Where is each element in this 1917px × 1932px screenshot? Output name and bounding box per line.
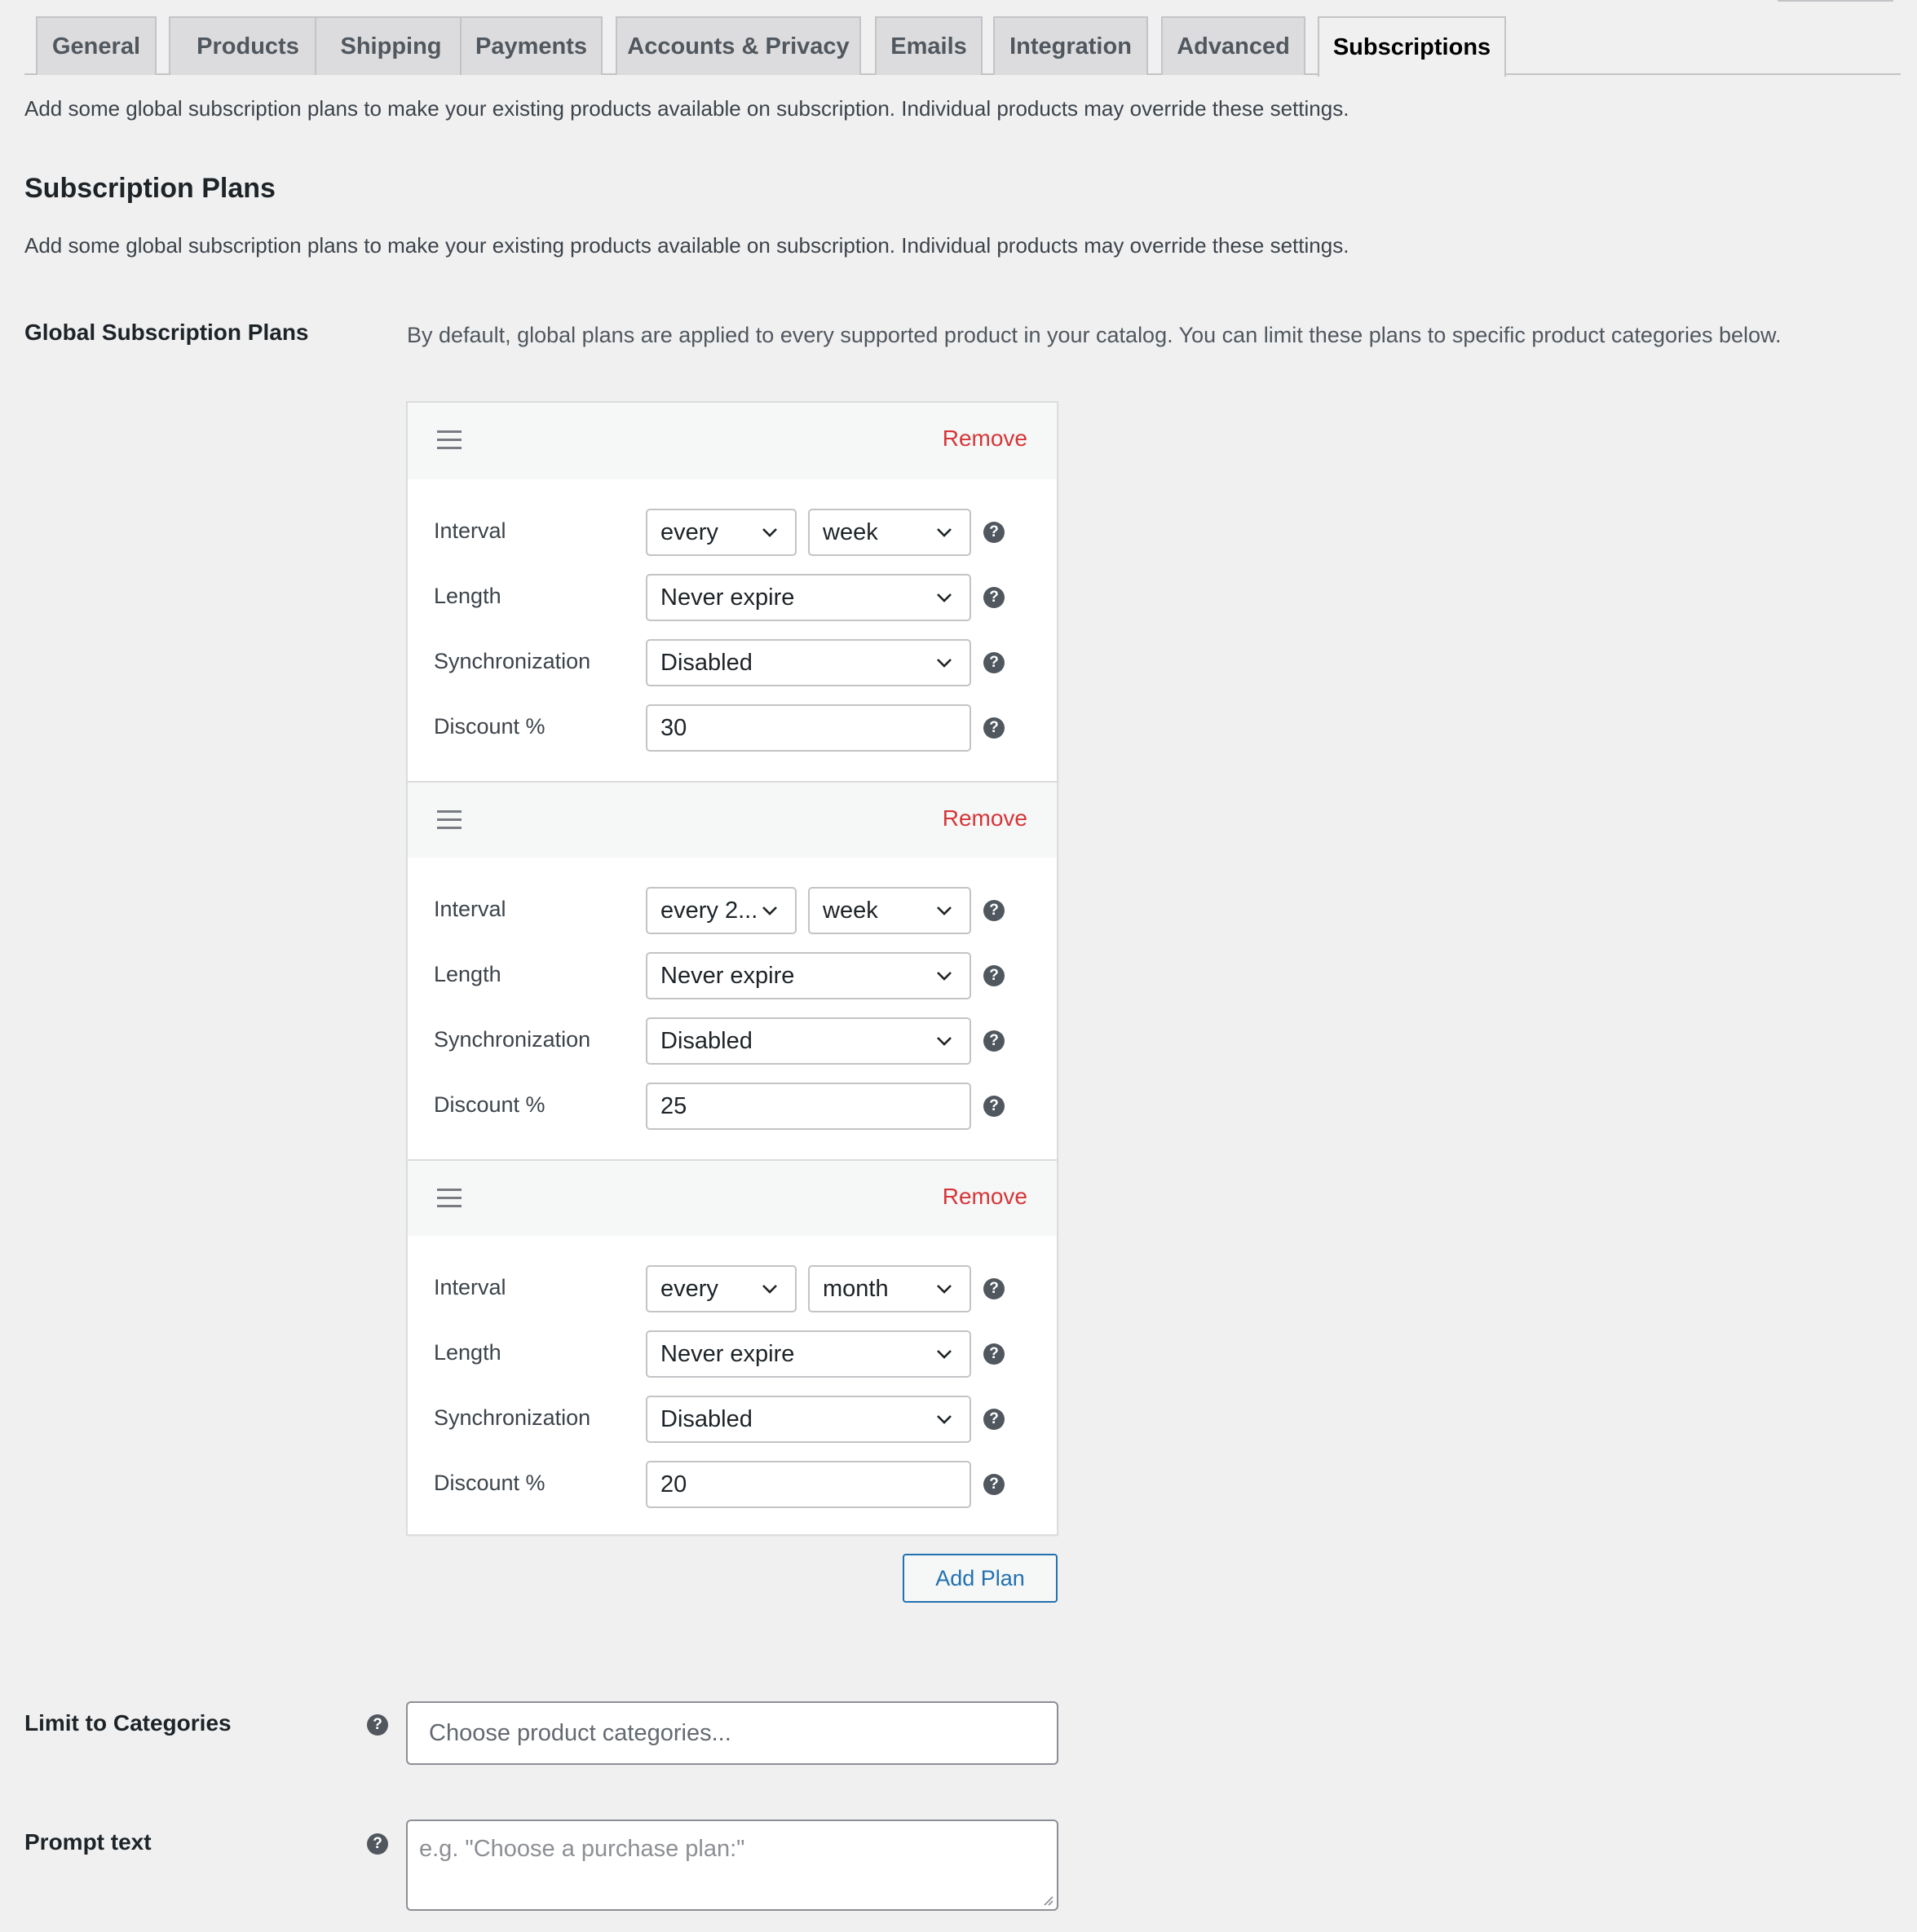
discount-label: Discount % (434, 1092, 546, 1117)
interval-period-value: week (823, 518, 878, 545)
help-icon[interactable]: ? (983, 900, 1005, 921)
prompt-text-textarea[interactable] (406, 1820, 1058, 1911)
resize-handle-icon[interactable] (1042, 1895, 1053, 1906)
interval-count-select[interactable] (646, 887, 797, 934)
help-icon[interactable]: ? (983, 965, 1005, 986)
interval-count-select[interactable] (646, 509, 797, 556)
synchronization-value: Disabled (660, 1027, 753, 1054)
synchronization-select[interactable] (646, 1017, 971, 1065)
discount-label: Discount % (434, 1471, 546, 1495)
remove-plan-link[interactable]: Remove (942, 426, 1027, 451)
tab-payments[interactable]: Payments (460, 16, 603, 75)
drag-handle-icon[interactable] (437, 1189, 462, 1208)
interval-count-value: every (660, 518, 718, 545)
tab-subscriptions[interactable]: Subscriptions (1318, 16, 1506, 77)
interval-period-select[interactable] (808, 887, 971, 934)
help-icon[interactable]: ? (983, 1343, 1005, 1365)
tab-emails[interactable]: Emails (875, 16, 983, 75)
help-icon[interactable]: ? (983, 652, 1005, 673)
synchronization-label: Synchronization (434, 1027, 591, 1052)
tab-shipping[interactable]: Shipping (315, 16, 467, 75)
length-value: Never expire (660, 1340, 795, 1367)
plans-list (406, 401, 1058, 1536)
chevron-down-icon (934, 1278, 955, 1299)
interval-label: Interval (434, 897, 506, 921)
plan-header (408, 1159, 1057, 1236)
chevron-down-icon (934, 1030, 955, 1052)
chevron-down-icon (934, 1409, 955, 1430)
drag-handle-icon[interactable] (437, 810, 462, 830)
length-value: Never expire (660, 962, 795, 989)
discount-label: Discount % (434, 714, 546, 739)
limit-categories-label: Limit to Categories (24, 1710, 232, 1736)
length-label: Length (434, 962, 501, 986)
remove-plan-link[interactable]: Remove (942, 805, 1027, 831)
length-select[interactable] (646, 574, 971, 621)
plan-header (408, 403, 1057, 479)
interval-count-value: every (660, 1275, 718, 1302)
chevron-down-icon (934, 965, 955, 986)
chevron-down-icon (934, 522, 955, 543)
interval-count-select[interactable] (646, 1265, 797, 1312)
section-title: Subscription Plans (24, 173, 276, 204)
synchronization-label: Synchronization (434, 649, 591, 673)
interval-count-value: every 2... (660, 897, 758, 924)
synchronization-label: Synchronization (434, 1405, 591, 1430)
length-label: Length (434, 584, 501, 608)
help-icon[interactable]: ? (983, 587, 1005, 608)
chevron-down-icon (759, 522, 780, 543)
settings-tabs (24, 0, 1901, 75)
plan-header (408, 781, 1057, 858)
synchronization-select[interactable] (646, 1396, 971, 1443)
length-select[interactable] (646, 952, 971, 999)
plan-card (408, 1159, 1057, 1536)
interval-label: Interval (434, 518, 506, 543)
interval-label: Interval (434, 1275, 506, 1299)
tab-accounts-privacy[interactable]: Accounts & Privacy (616, 16, 861, 75)
interval-period-select[interactable] (808, 1265, 971, 1312)
help-icon[interactable]: ? (983, 1409, 1005, 1430)
interval-period-value: month (823, 1275, 889, 1302)
plan-card (408, 403, 1057, 779)
discount-input[interactable]: 25 (646, 1083, 971, 1130)
synchronization-value: Disabled (660, 1405, 753, 1432)
synchronization-value: Disabled (660, 649, 753, 676)
prompt-text-label: Prompt text (24, 1829, 152, 1855)
help-icon[interactable]: ? (983, 1096, 1005, 1117)
tab-integration[interactable]: Integration (993, 16, 1148, 75)
help-icon[interactable]: ? (367, 1833, 388, 1855)
chevron-down-icon (759, 900, 780, 921)
section-description: Add some global subscription plans to make your existing products available on subscription. Individual products may override these settings. (24, 233, 1349, 258)
interval-period-select[interactable] (808, 509, 971, 556)
discount-input[interactable]: 30 (646, 704, 971, 752)
categories-select[interactable]: Choose product categories... (406, 1701, 1058, 1765)
help-icon[interactable]: ? (983, 1030, 1005, 1052)
chevron-down-icon (934, 1343, 955, 1365)
prompt-text-placeholder: e.g. "Choose a purchase plan:" (419, 1836, 745, 1862)
add-plan-button[interactable]: Add Plan (903, 1554, 1058, 1603)
synchronization-select[interactable] (646, 639, 971, 686)
tab-general[interactable]: General (36, 16, 157, 75)
length-select[interactable] (646, 1330, 971, 1378)
chevron-down-icon (934, 652, 955, 673)
remove-plan-link[interactable]: Remove (942, 1184, 1027, 1209)
page-intro: Add some global subscription plans to make your existing products available on subscription. Individual products may override these settings. (24, 96, 1349, 121)
length-value: Never expire (660, 584, 795, 611)
global-plans-label: Global Subscription Plans (24, 320, 309, 345)
help-icon[interactable]: ? (367, 1714, 388, 1736)
plan-card (408, 781, 1057, 1158)
chevron-down-icon (934, 587, 955, 608)
help-icon[interactable]: ? (983, 717, 1005, 739)
tab-products[interactable]: Products (169, 16, 327, 75)
help-icon[interactable]: ? (983, 1278, 1005, 1299)
drag-handle-icon[interactable] (437, 430, 462, 450)
chevron-down-icon (934, 900, 955, 921)
interval-period-value: week (823, 897, 878, 924)
help-icon[interactable]: ? (983, 1474, 1005, 1495)
global-plans-description: By default, global plans are applied to every supported product in your catalog. You can limit these plans to specific product categories below. (407, 323, 1782, 347)
chevron-down-icon (759, 1278, 780, 1299)
discount-input[interactable]: 20 (646, 1461, 971, 1508)
length-label: Length (434, 1340, 501, 1365)
tab-advanced[interactable]: Advanced (1161, 16, 1305, 75)
help-icon[interactable]: ? (983, 522, 1005, 543)
